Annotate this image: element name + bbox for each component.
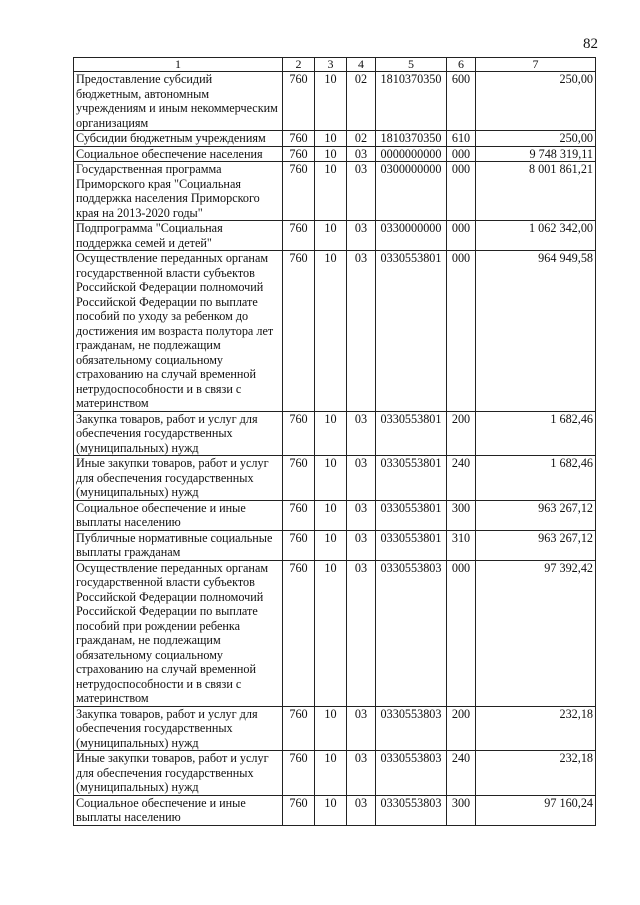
row-code-2: 760: [283, 411, 315, 456]
row-name: Закупка товаров, работ и услуг для обеспечения государственных (муниципальных) нужд: [74, 706, 283, 751]
header-col-3: 3: [315, 58, 347, 72]
row-code-3: 10: [315, 221, 347, 251]
table-row: [74, 221, 596, 251]
row-code-2: 760: [283, 530, 315, 560]
row-code-4: 03: [347, 162, 376, 221]
table-row: [74, 530, 596, 560]
row-code-2: 760: [283, 706, 315, 751]
header-col-4: 4: [347, 58, 376, 72]
row-code-4: 03: [347, 530, 376, 560]
row-code-6: 200: [447, 411, 476, 456]
table-row: [74, 72, 596, 131]
row-amount: 250,00: [476, 131, 596, 147]
row-code-5: 0330553801: [376, 411, 447, 456]
row-code-4: 03: [347, 456, 376, 501]
row-name: Субсидии бюджетным учреждениям: [74, 131, 283, 147]
row-amount: 97 160,24: [476, 795, 596, 825]
row-code-3: 10: [315, 146, 347, 162]
row-code-6: 600: [447, 72, 476, 131]
row-code-5: 0330553801: [376, 456, 447, 501]
header-col-6: 6: [447, 58, 476, 72]
header-col-7: 7: [476, 58, 596, 72]
row-amount: 1 682,46: [476, 411, 596, 456]
row-name: Иные закупки товаров, работ и услуг для обеспечения государственных (муниципальных) нужд: [74, 751, 283, 796]
row-code-2: 760: [283, 751, 315, 796]
row-code-6: 300: [447, 795, 476, 825]
row-code-4: 03: [347, 795, 376, 825]
row-code-6: 000: [447, 560, 476, 706]
row-name: Социальное обеспечение и иные выплаты населению: [74, 500, 283, 530]
row-code-5: 0330553803: [376, 560, 447, 706]
table-row: [74, 560, 596, 706]
row-name: Осуществление переданных органам государственной власти субъектов Российской Федерации полномочий Российской Федерации по выплате пособий по уходу за ребенком до достижения им возраста полутора лет гражданам, не подлежащим обязательному социальному страхованию на случай временной нетрудоспособности и в связи с материнством: [74, 251, 283, 412]
row-code-6: 310: [447, 530, 476, 560]
row-code-5: 0330553803: [376, 751, 447, 796]
row-code-3: 10: [315, 751, 347, 796]
row-code-5: 0330553803: [376, 795, 447, 825]
row-code-4: 03: [347, 146, 376, 162]
row-code-5: 0330000000: [376, 221, 447, 251]
row-code-5: 0330553803: [376, 706, 447, 751]
row-amount: 963 267,12: [476, 500, 596, 530]
row-code-4: 03: [347, 500, 376, 530]
table-row: [74, 162, 596, 221]
row-name: Подпрограмма "Социальная поддержка семей и детей": [74, 221, 283, 251]
row-code-4: 03: [347, 560, 376, 706]
row-code-5: 1810370350: [376, 72, 447, 131]
row-code-3: 10: [315, 560, 347, 706]
row-code-3: 10: [315, 500, 347, 530]
row-amount: 232,18: [476, 751, 596, 796]
row-code-2: 760: [283, 251, 315, 412]
table-row: [74, 411, 596, 456]
row-code-6: 610: [447, 131, 476, 147]
row-code-2: 760: [283, 162, 315, 221]
table-row: [74, 456, 596, 501]
row-code-5: 0330553801: [376, 530, 447, 560]
row-code-6: 240: [447, 456, 476, 501]
table-row: [74, 251, 596, 412]
row-amount: 9 748 319,11: [476, 146, 596, 162]
row-code-3: 10: [315, 72, 347, 131]
row-code-6: 240: [447, 751, 476, 796]
row-amount: 1 682,46: [476, 456, 596, 501]
row-code-3: 10: [315, 411, 347, 456]
row-code-6: 000: [447, 251, 476, 412]
row-code-6: 000: [447, 146, 476, 162]
row-code-3: 10: [315, 456, 347, 501]
row-code-5: 0330553801: [376, 251, 447, 412]
row-code-3: 10: [315, 131, 347, 147]
row-name: Государственная программа Приморского края "Социальная поддержка населения Приморского края на 2013-2020 годы": [74, 162, 283, 221]
table-row: [74, 146, 596, 162]
row-code-4: 03: [347, 706, 376, 751]
row-amount: 964 949,58: [476, 251, 596, 412]
row-code-2: 760: [283, 500, 315, 530]
row-code-4: 03: [347, 751, 376, 796]
row-code-5: 0300000000: [376, 162, 447, 221]
row-code-2: 760: [283, 72, 315, 131]
row-amount: 1 062 342,00: [476, 221, 596, 251]
row-name: Социальное обеспечение и иные выплаты населению: [74, 795, 283, 825]
row-code-4: 03: [347, 221, 376, 251]
header-col-2: 2: [283, 58, 315, 72]
table-row: [74, 751, 596, 796]
row-amount: 97 392,42: [476, 560, 596, 706]
row-code-2: 760: [283, 221, 315, 251]
row-code-6: 300: [447, 500, 476, 530]
row-code-5: 1810370350: [376, 131, 447, 147]
row-name: Публичные нормативные социальные выплаты гражданам: [74, 530, 283, 560]
row-code-5: 0330553801: [376, 500, 447, 530]
row-code-4: 02: [347, 131, 376, 147]
row-code-3: 10: [315, 706, 347, 751]
table-row: [74, 500, 596, 530]
table-row: [74, 706, 596, 751]
page-number: 82: [583, 36, 598, 52]
row-name: Иные закупки товаров, работ и услуг для обеспечения государственных (муниципальных) нужд: [74, 456, 283, 501]
row-name: Социальное обеспечение населения: [74, 146, 283, 162]
row-amount: 8 001 861,21: [476, 162, 596, 221]
row-amount: 250,00: [476, 72, 596, 131]
row-code-3: 10: [315, 795, 347, 825]
row-amount: 963 267,12: [476, 530, 596, 560]
table-row: [74, 795, 596, 825]
row-code-4: 02: [347, 72, 376, 131]
row-code-6: 200: [447, 706, 476, 751]
table-row: [74, 131, 596, 147]
row-code-2: 760: [283, 795, 315, 825]
header-col-1: 1: [74, 58, 283, 72]
row-name: Закупка товаров, работ и услуг для обеспечения государственных (муниципальных) нужд: [74, 411, 283, 456]
budget-table: [73, 57, 596, 826]
row-name: Предоставление субсидий бюджетным, автономным учреждениям и иным некоммерческим организациям: [74, 72, 283, 131]
row-code-3: 10: [315, 530, 347, 560]
row-code-2: 760: [283, 560, 315, 706]
row-code-4: 03: [347, 411, 376, 456]
row-code-5: 0000000000: [376, 146, 447, 162]
row-name: Осуществление переданных органам государственной власти субъектов Российской Федерации полномочий Российской Федерации по выплате пособий при рождении ребенка гражданам, не подлежащим обязательному социальному страхованию на случай временной нетрудоспособности и в связи с материнством: [74, 560, 283, 706]
header-row: [74, 58, 596, 72]
header-col-5: 5: [376, 58, 447, 72]
row-code-6: 000: [447, 221, 476, 251]
row-amount: 232,18: [476, 706, 596, 751]
row-code-6: 000: [447, 162, 476, 221]
row-code-3: 10: [315, 251, 347, 412]
row-code-2: 760: [283, 131, 315, 147]
row-code-2: 760: [283, 456, 315, 501]
row-code-2: 760: [283, 146, 315, 162]
row-code-3: 10: [315, 162, 347, 221]
row-code-4: 03: [347, 251, 376, 412]
